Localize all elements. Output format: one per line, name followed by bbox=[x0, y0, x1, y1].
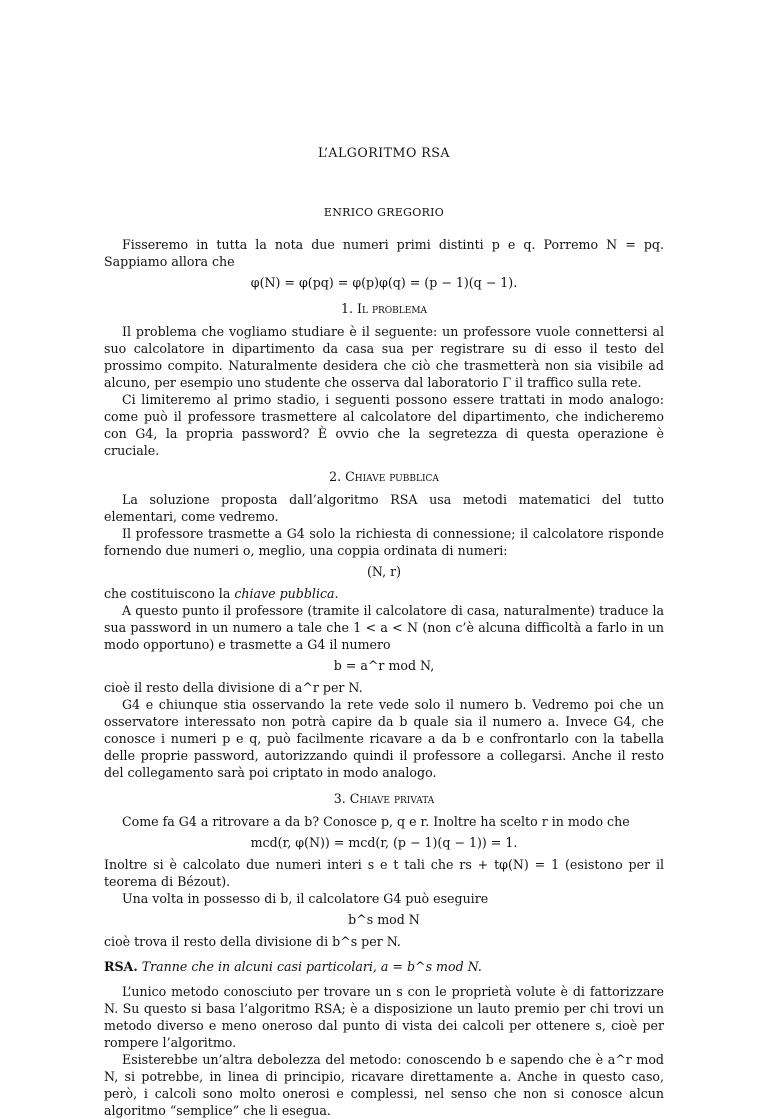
emphasis-text: chiave pubblica bbox=[234, 586, 335, 601]
encryption-equation: b = a^r mod N, bbox=[333, 658, 435, 673]
theorem bbox=[104, 958, 664, 975]
text-run: che costituiscono la bbox=[104, 586, 235, 601]
section-heading-3 bbox=[104, 790, 664, 807]
paragraph: cioè il resto della divisione di a^r per N. bbox=[104, 680, 363, 695]
section-heading-2 bbox=[104, 468, 664, 485]
paragraph: Ci limiteremo al primo stadio, i seguenti possono essere trattati in modo analogo: come può il professore trasmettere al calcolatore del dipartimento, che indicheremo con G4, la propria password? È ovvio che la segretezza di questa operazione è cruciale. bbox=[104, 392, 664, 458]
text-run: . bbox=[334, 586, 339, 601]
paragraph: Il professore trasmette a G4 solo la richiesta di connessione; il calcolatore risponde fornendo due numeri o, meglio, una coppia ordinata di numeri: bbox=[104, 526, 664, 558]
section-title: Chiave pubblica bbox=[345, 469, 439, 484]
section-title: Il problema bbox=[357, 301, 428, 316]
paragraph: Inoltre si è calcolato due numeri interi s e t tali che rs + tφ(N) = 1 (esistono per il teorema di Bézout). bbox=[104, 857, 664, 889]
theorem-statement: Tranne che in alcuni casi particolari, a = b^s mod N. bbox=[141, 959, 482, 974]
section-number: 2. bbox=[329, 469, 342, 484]
document-title: L’ALGORITMO RSA bbox=[318, 145, 450, 160]
paragraph: Una volta in possesso di b, il calcolatore G4 può eseguire bbox=[122, 891, 489, 906]
gcd-equation: mcd(r, φ(N)) = mcd(r, (p − 1)(q − 1)) = 1. bbox=[250, 835, 518, 850]
section-number: 3. bbox=[333, 791, 346, 806]
paragraph: La soluzione proposta dall’algoritmo RSA usa metodi matematici del tutto elementari, come vedremo. bbox=[104, 492, 664, 524]
theorem-label: RSA. bbox=[104, 959, 138, 974]
paragraph: Come fa G4 a ritrovare a da b? Conosce p, q e r. Inoltre ha scelto r in modo che bbox=[122, 814, 630, 829]
paragraph: L’unico metodo conosciuto per trovare un s con le proprietà volute è di fattorizzare N. Su questo si basa l’algoritmo RSA; è a disposizione un lauto premio per chi trovi un metodo diverso e meno oneroso dal punto di vista dei calcoli per ottenere s, cioè per rompere l’algoritmo. bbox=[104, 984, 664, 1050]
section-heading-1 bbox=[104, 300, 664, 317]
paragraph: A questo punto il professore (tramite il calcolatore di casa, naturalmente) traduce la sua password in un numero a tale che 1 < a < N (non c’è alcuna difficoltà a farlo in un modo opportuno) e trasmette a G4 il numero bbox=[104, 603, 664, 652]
section-number: 1. bbox=[340, 301, 353, 316]
decryption-equation: b^s mod N bbox=[348, 912, 420, 927]
paragraph bbox=[104, 585, 664, 602]
section-title: Chiave privata bbox=[349, 791, 435, 806]
paragraph: Esisterebbe un’altra debolezza del metodo: conoscendo b e sapendo che è a^r mod N, si potrebbe, in linea di principio, ricavare direttamente a. Anche in questo caso, però, i calcoli sono molto onerosi e complessi, nel senso che non si conosce alcun algoritmo “semplice” che li esegua. bbox=[104, 1052, 664, 1118]
paragraph: Il problema che vogliamo studiare è il seguente: un professore vuole connettersi al suo calcolatore in dipartimento da casa sua per registrare su di esso il testo del prossimo compito. Naturalmente desidera che ciò che trasmetterà non sia visibile ad alcuno, per esempio uno studente che osserva dal laboratorio Γ il traffico sulla rete. bbox=[104, 324, 664, 390]
paragraph: G4 e chiunque stia osservando la rete vede solo il numero b. Vedremo poi che un osservatore interessato non potrà capire da b quale sia il numero a. Invece G4, che conosce i numeri p e q, può facilmente ricavare a da b e confrontarlo con la tabella delle proprie password, autorizzando quindi il professore a collegarsi. Anche il resto del collegamento sarà poi criptato in modo analogo. bbox=[104, 697, 664, 780]
phi-equation: φ(N) = φ(pq) = φ(p)φ(q) = (p − 1)(q − 1). bbox=[250, 275, 518, 290]
document-body bbox=[104, 236, 664, 1119]
author-name: ENRICO GREGORIO bbox=[323, 206, 445, 219]
public-key-equation: (N, r) bbox=[366, 564, 402, 579]
paragraph: cioè trova il resto della divisione di b^s per N. bbox=[104, 934, 401, 949]
intro-paragraph: Fisseremo in tutta la nota due numeri primi distinti p e q. Porremo N = pq. Sappiamo allora che bbox=[104, 237, 664, 269]
